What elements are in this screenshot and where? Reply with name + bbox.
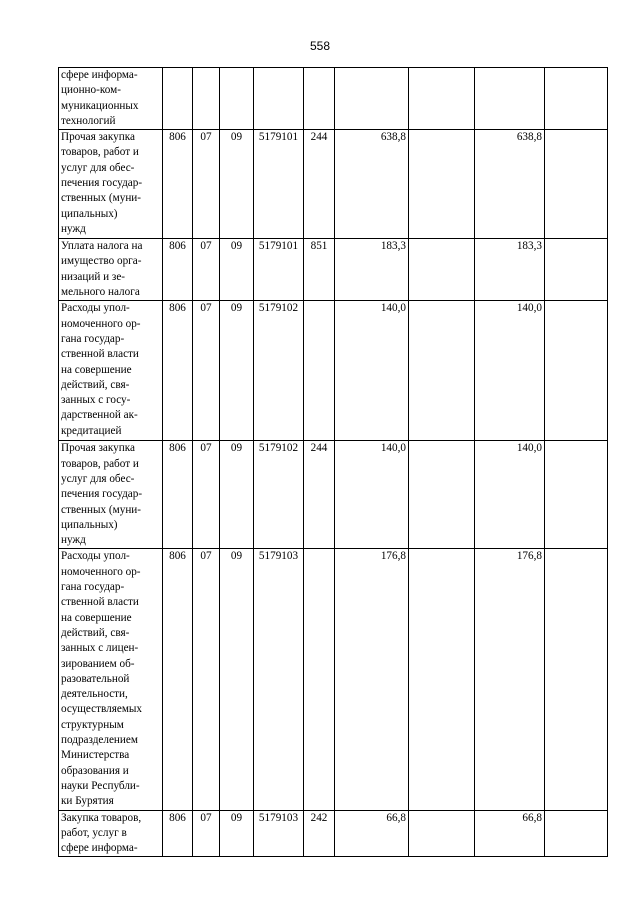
cell-ministry: 806 bbox=[163, 441, 193, 549]
cell-amount: 140,0 bbox=[335, 301, 409, 441]
table-row bbox=[59, 130, 608, 239]
cell-subsection: 09 bbox=[220, 239, 254, 301]
table-row bbox=[59, 68, 608, 130]
cell-ministry: 806 bbox=[163, 130, 193, 239]
cell-amount: 140,0 bbox=[335, 441, 409, 549]
cell-name: Прочая закупка товаров, работ и услуг для обес- печения государ- ственных (муни- ципальных) нужд bbox=[59, 441, 163, 549]
cell-target-article: 5179102 bbox=[254, 441, 304, 549]
cell-name: Расходы упол- номоченного ор- гана государ- ственной власти на совершение действий, свя- занных с лицен- зированием об- разовательной деятельности, осуществляемых структурным подразделением Министерства образования и науки Республи- ки Бурятия bbox=[59, 549, 163, 810]
cell-col9: 140,0 bbox=[475, 441, 545, 549]
cell-expense-type bbox=[304, 301, 335, 441]
cell-subsection bbox=[220, 68, 254, 130]
cell-col9: 176,8 bbox=[475, 549, 545, 810]
cell-subsection: 09 bbox=[220, 301, 254, 441]
cell-expense-type bbox=[304, 549, 335, 810]
table-row bbox=[59, 301, 608, 441]
cell-ministry: 806 bbox=[163, 239, 193, 301]
cell-subsection: 09 bbox=[220, 441, 254, 549]
cell-ministry bbox=[163, 68, 193, 130]
cell-subsection: 09 bbox=[220, 810, 254, 857]
cell-col8 bbox=[409, 441, 475, 549]
cell-col9: 66,8 bbox=[475, 810, 545, 857]
cell-ministry: 806 bbox=[163, 549, 193, 810]
cell-expense-type: 244 bbox=[304, 130, 335, 239]
budget-table bbox=[58, 67, 608, 857]
cell-col10 bbox=[545, 441, 608, 549]
cell-col8 bbox=[409, 549, 475, 810]
cell-section: 07 bbox=[193, 239, 220, 301]
cell-name: Прочая закупка товаров, работ и услуг для обес- печения государ- ственных (муни- ципальных) нужд bbox=[59, 130, 163, 239]
cell-ministry: 806 bbox=[163, 810, 193, 857]
cell-ministry: 806 bbox=[163, 301, 193, 441]
cell-expense-type: 244 bbox=[304, 441, 335, 549]
cell-target-article: 5179101 bbox=[254, 130, 304, 239]
cell-col9: 638,8 bbox=[475, 130, 545, 239]
table-row bbox=[59, 810, 608, 857]
cell-section: 07 bbox=[193, 549, 220, 810]
cell-col10 bbox=[545, 810, 608, 857]
page-number: 558 bbox=[309, 39, 331, 53]
cell-target-article: 5179103 bbox=[254, 549, 304, 810]
cell-col9 bbox=[475, 68, 545, 130]
cell-expense-type: 242 bbox=[304, 810, 335, 857]
cell-amount bbox=[335, 68, 409, 130]
cell-col8 bbox=[409, 68, 475, 130]
cell-name: Уплата налога на имущество орга- низаций и зе- мельного налога bbox=[59, 239, 163, 301]
cell-amount: 183,3 bbox=[335, 239, 409, 301]
cell-section: 07 bbox=[193, 301, 220, 441]
cell-target-article: 5179102 bbox=[254, 301, 304, 441]
cell-col9: 183,3 bbox=[475, 239, 545, 301]
cell-section: 07 bbox=[193, 810, 220, 857]
cell-col9: 140,0 bbox=[475, 301, 545, 441]
cell-section: 07 bbox=[193, 130, 220, 239]
table-row bbox=[59, 441, 608, 549]
cell-col8 bbox=[409, 130, 475, 239]
cell-target-article: 5179101 bbox=[254, 239, 304, 301]
cell-target-article bbox=[254, 68, 304, 130]
cell-col10 bbox=[545, 130, 608, 239]
cell-amount: 66,8 bbox=[335, 810, 409, 857]
cell-col8 bbox=[409, 239, 475, 301]
cell-name: Расходы упол- номоченного ор- гана государ- ственной власти на совершение действий, свя- занных с госу- дарственной ак- кредитацией bbox=[59, 301, 163, 441]
cell-section bbox=[193, 68, 220, 130]
cell-col8 bbox=[409, 301, 475, 441]
cell-target-article: 5179103 bbox=[254, 810, 304, 857]
cell-expense-type: 851 bbox=[304, 239, 335, 301]
cell-amount: 638,8 bbox=[335, 130, 409, 239]
cell-col10 bbox=[545, 68, 608, 130]
table-row bbox=[59, 239, 608, 301]
cell-name: Закупка товаров, работ, услуг в сфере информа- bbox=[59, 810, 163, 857]
cell-subsection: 09 bbox=[220, 549, 254, 810]
cell-col8 bbox=[409, 810, 475, 857]
cell-section: 07 bbox=[193, 441, 220, 549]
cell-subsection: 09 bbox=[220, 130, 254, 239]
table-row bbox=[59, 549, 608, 810]
cell-amount: 176,8 bbox=[335, 549, 409, 810]
cell-name: сфере информа- ционно-ком- муникационных технологий bbox=[59, 68, 163, 130]
cell-expense-type bbox=[304, 68, 335, 130]
cell-col10 bbox=[545, 301, 608, 441]
cell-col10 bbox=[545, 239, 608, 301]
cell-col10 bbox=[545, 549, 608, 810]
